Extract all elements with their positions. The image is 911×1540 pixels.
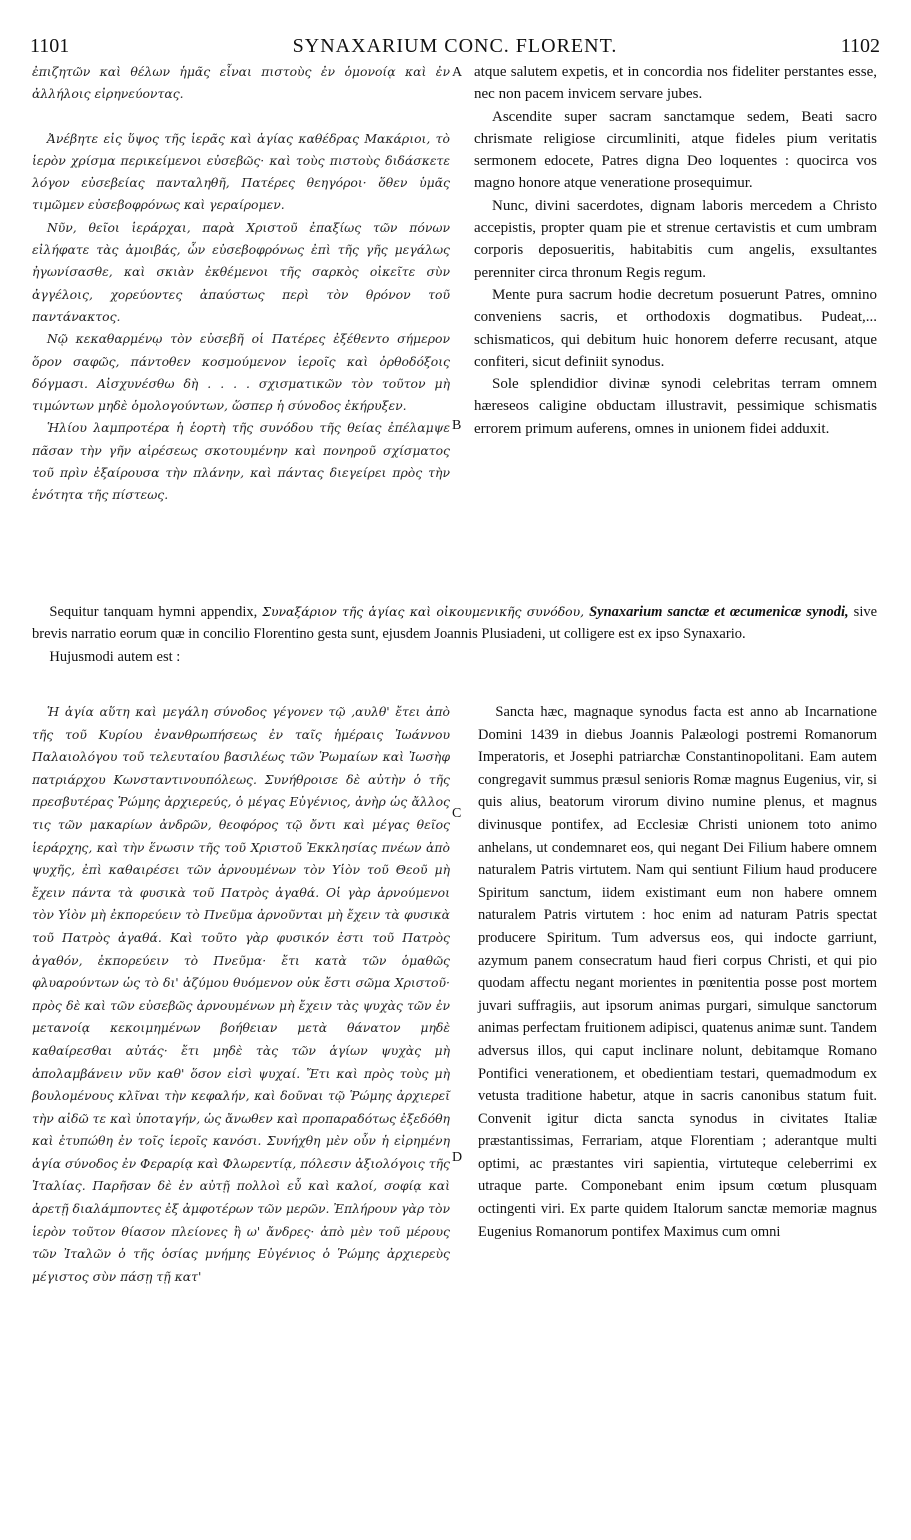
editorial-note — [32, 601, 877, 668]
note-intro: Sequitur tanquam hymni appendix, — [49, 604, 258, 620]
latin-paragraph: atque salutem expetis, et in concordia nos fideliter perstantes esse, nec non pacem invicem servare jubes. — [474, 64, 877, 103]
latin-column-bottom — [478, 701, 877, 1243]
margin-marker-d: D — [452, 1150, 463, 1165]
margin-marker-a: A — [452, 65, 463, 80]
note-lead-in: Hujusmodi autem est : — [49, 648, 181, 665]
margin-marker-c: C — [452, 806, 462, 821]
page-number-right: 1102 — [840, 35, 880, 57]
greek-column-top — [32, 61, 450, 507]
greek-paragraph: Ἀνέβητε εἰς ὕψος τῆς ἱερᾶς καὶ ἁγίας καθέδρας Μακάριοι, τὸ ἱερὸν χρίσμα περικείμενοι εὐσεβῶς· καὶ τοὺς πιστοὺς διδάσκετε λόγον εὐσεβείας πανταληθῆ, Πατέρες θεηγόροι· ὅθεν ὑμᾶς τιμῶμεν εὐσεβοφρόνως καὶ γεραίρομεν. — [32, 130, 450, 213]
note-latin-title: Synaxarium sanctæ et œcumenicæ synodi, — [589, 604, 849, 620]
page-header — [30, 35, 880, 59]
editorial-note-paragraph — [32, 601, 877, 646]
latin-paragraph: Mente pura sacrum hodie decretum posuerunt Patres, omnino conveniens sacris, et orthodoxis dogmatibus. Pudeat,... schismaticos, qui debitum huic honorem deferre recusant, atque confiteri, sicut definiit synodus. — [474, 286, 877, 370]
greek-paragraph: Νῷ κεκαθαρμένῳ τὸν εὐσεβῆ οἱ Πατέρες ἐξέθεντο σήμερον ὅρον σαφῶς, πάντοθεν κοσμούμενον ἱεροῖς καὶ ὀρθοδόξοις δόγμασι. Αἰσχυνέσθω δὴ . . . . σχισματικῶν τὸν τοῦτον μὴ τιμώντων μηδὲ ὁμολογούντων, ὥσπερ ἡ σύνοδος ἐκήρυξεν. — [32, 331, 450, 414]
running-title: SYNAXARIUM CONC. FLORENT. — [292, 35, 618, 57]
latin-column-top — [474, 61, 877, 440]
latin-paragraph: Ascendite super sacram sanctamque sedem, Beati sacro chrismate religiose circumliniti, atque fideles pium veritatis sermonem edocete, Patres digna Deo loquentes : quocirca vos magno honore atque veneratione prosequimur. — [474, 108, 877, 192]
greek-column-bottom — [32, 701, 450, 1288]
greek-paragraph: Ἡ ἁγία αὕτη καὶ μεγάλη σύνοδος γέγονεν τῷ ‚αυλθ' ἔτει ἀπὸ τῆς τοῦ Κυρίου ἐνανθρωπήσεως ἐν ταῖς ἡμέραις Ἰωάννου Παλαιολόγου τοῦ τελευταίου βασιλέως τῶν Ῥωμαίων καὶ Ἰωσὴφ πατριάρχου Κωνσταντινουπόλεως. Συνήθροισε δὲ αὐτὴν ὁ τῆς πρεσβυτέρας Ῥώμης ἀρχιερεύς, ὁ μέγας Εὐγένιος, ἀνὴρ ὡς ἄλλος τις τῶν μακαρίων ἀνδρῶν, θεοφόρος τῷ ὄντι καὶ μέγας θεῖος ἱεράρχης, καὶ τὴν ἕνωσιν τῆς τοῦ Χριστοῦ Ἐκκλησίας πνέων ἀπὸ ψυχῆς, ἐπὶ καθαιρέσει τῶν ἀρνουμένων τὸν Υἱὸν τοῦ Θεοῦ μὴ ἔχειν πάντα τὰ φυσικὰ τοῦ Πατρὸς ἀγαθά. Οἱ γὰρ ἀρνούμενοι τὸν Υἱὸν μὴ ἐκπορεύειν τὸ Πνεῦμα ἀρνοῦνται μὴ ἔχειν τὰ φυσικὰ τοῦ Πατρὸς ἀγαθά. Καὶ τοῦτο γὰρ φυσικόν ἐστι τοῦ Πατρὸς ἀγαθόν, ἐκπορεύειν τὸ Πνεῦμα· ἔτι κατὰ τῶν ὁμαθῶς φλυαρούντων ὡς τὸ δι' ἀζύμου θυόμενον οὐκ ἔστι σῶμα Χριστοῦ· πρὸς δὲ καὶ τῶν εὐσεβῶς ἀρνουμένων μὴ ἔχειν τὰς ψυχὰς τῶν ἐν μετανοίᾳ κεκοιμημένων βοήθειαν μετὰ θάνατον μηδὲ καθαίρεσθαι αὐτάς· ἔτι μηδὲ τὰς τῶν ἁγίων ψυχὰς μὴ ἀπολαμβάνειν νῦν καθ' ὅσον εἰσὶ ψυχαί. Ἔτι καὶ πρὸς τοὺς μὴ βουλομένους κλῖναι τὴν κεφαλήν, καὶ δοῦναι τῷ Ῥώμης ἀρχιερεῖ τὴν αἰδῶ τε καὶ ὑποταγήν, ὡς ἄνωθεν καὶ προπαραδότως ἐξεδόθη καὶ ἐτυπώθη ἐν τοῖς ἱεροῖς κανόσι. Συνήχθη μὲν οὖν ἡ εἰρημένη ἁγία σύνοδος ἐν Φεραρίᾳ καὶ Φλωρεντίᾳ, πόλεσιν ἀξιολόγοις τῆς Ἰταλίας. Παρῆσαν δὲ ἐν αὐτῇ πολλοὶ εὖ καὶ καλοί, σοφίᾳ καὶ ἀρετῇ διαλάμποντες ἐξ ἀμφοτέρων τῶν μερῶν. Ἐπλήρουν γὰρ τὸν ἱερὸν τοῦτον θίασον πλείονες ἢ ω' ἄνδρες· ἀπὸ μὲν τοῦ μέρους τῶν Ἰταλῶν ὁ τῆς ὁσίας μνήμης Εὐγένιος ὁ Ῥώμης ἀρχιερεὺς μέγιστος σὺν πάσῃ τῇ κατ' — [32, 704, 450, 1284]
greek-paragraph: ἐπιζητῶν καὶ θέλων ἡμᾶς εἶναι πιστοὺς ἐν ὁμονοίᾳ καὶ ἐν ἀλλήλοις εἰρηνεύοντας. — [32, 64, 450, 102]
note-body: sive brevis narratio eorum quæ in concilio Florentino gesta sunt, ejusdem Joannis Plusiadeni, ut colligere est ex ipso Synaxario. — [32, 604, 878, 643]
margin-marker-b: B — [452, 418, 462, 433]
page-number-left: 1101 — [30, 35, 70, 57]
latin-paragraph: Nunc, divini sacerdotes, dignam laboris mercedem a Christo accepistis, propter quam pie et strenue certavistis et cum umbram corporis deposueritis, habitabitis cum angelis, exsultantes perenniter circa thronum Regis regum. — [474, 197, 877, 281]
latin-paragraph: Sancta hæc, magnaque synodus facta est anno ab Incarnatione Domini 1439 in diebus Joannis Palæologi postremi Romanorum Imperatoris, et Josephi patriarchæ Constantinopolitani. Eam autem congregavit summus præsul senioris Romæ magnus Eugenius, vir, si quis alius, beatorum virorum divino numine plenus, et magnus divinusque pontifex, ad Ecclesiæ Christi unionem toto animo anhelans, ut condemnaret eos, qui negant Dei Filium habere omnem naturalem Patris virtutem. Nam qui sentiunt Filium haud producere Spiritum sanctum, iidem existimant eum non habere omnem naturalem Patris virtutem : hoc enim ad naturam Patris spectat producere Spiritum. Tum adversus eos, qui indocte garriunt, azymum panem consecratum haud fieri corpus Christi, et qui pio quodam affectu negant morientes in pœnitentia posse post mortem juvari suffragiis, aut ipsorum animas purgari, simulque sanctorum animas perfectam fruitionem adipisci, quatenus animæ sunt. Tandem adversus illos, qui caput inclinare nolunt, debitamque Romano Pontifici venerationem, et obedientiam testari, quemadmodum ex vetusta traditione habetur, atque in sacris canonibus statum fuit. Convenit igitur dicta sancta synodus in civitates Italiæ præstantissimas, Ferrariam, atque Florentiam ; aderantque multi optimi, ac præstantes viri sapientia, virtuteque celeberrimi ex utraque parte. Componebant enim ipsum cœtum plusquam octingenti viri. Ex parte quidem Italorum sanctæ memoriæ magnus Eugenius Romanorum pontifex Maximus cum omni — [478, 704, 877, 1240]
greek-paragraph: Ἡλίου λαμπροτέρα ἡ ἑορτὴ τῆς συνόδου τῆς θείας ἐπέλαμψε πᾶσαν τὴν γῆν αἱρέσεως σκοτουμένην καὶ πονηροῦ σχίσματος τοῦ πρὶν ἐξαίρουσα τὴν πλάνην, καὶ πάντας διεγείρει πρὸς τὴν ἑνότητα τῆς πίστεως. — [32, 420, 450, 503]
latin-paragraph: Sole splendidior divinæ synodi celebritas terram omnem hæreseos caligine obductam illustravit, pessimique schismatis errorem primum auferens, omnes in unionem fidei adduxit. — [474, 376, 877, 437]
note-greek-title: Συναξάριον τῆς ἁγίας καὶ οἰκουμενικῆς συνόδου, — [262, 604, 585, 619]
greek-paragraph: Νῦν, θεῖοι ἱεράρχαι, παρὰ Χριστοῦ ἐπαξίως τῶν πόνων εἰλήφατε τὰς ἀμοιβάς, ὧν εὐσεβοφρόνως ἐπὶ τῆς γῆς μεγάλως ἠγωνίσασθε, καὶ σκιὰν ἐκθέμενοι τῆς σαρκὸς οἰκεῖτε σὺν ἀγγέλοις, χορεύοντες ἀπαύστως περὶ τὸν θρόνον τοῦ παντάνακτος. — [32, 219, 450, 324]
